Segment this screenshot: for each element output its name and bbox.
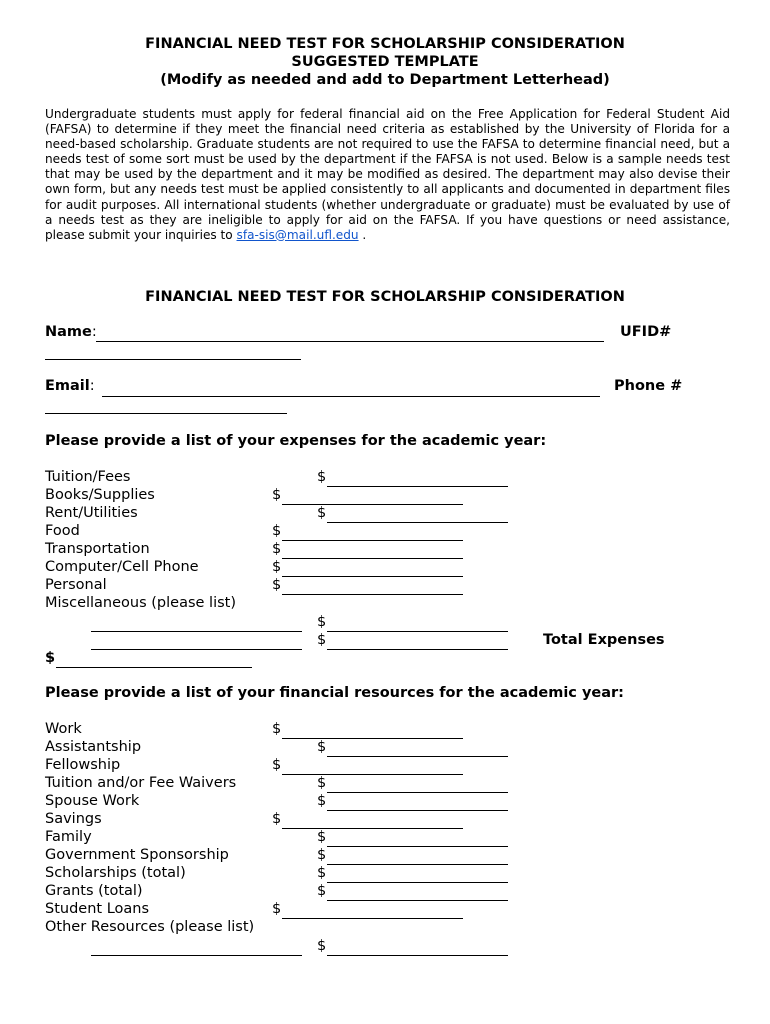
resources-heading: Please provide a list of your financial resources for the academic year: xyxy=(45,685,624,701)
doc-title-line1: FINANCIAL NEED TEST FOR SCHOLARSHIP CONSIDERATION xyxy=(145,36,625,52)
expense-field-transportation[interactable] xyxy=(282,558,463,559)
misc-description-field-2[interactable] xyxy=(91,649,302,650)
currency-symbol: $ xyxy=(317,505,327,521)
resource-label-loans: Student Loans xyxy=(45,901,150,917)
resource-field-work[interactable] xyxy=(282,738,463,739)
currency-symbol: $ xyxy=(317,883,327,899)
currency-symbol: $ xyxy=(272,487,282,503)
misc-description-field-1[interactable] xyxy=(91,631,302,632)
resource-label-family: Family xyxy=(45,829,92,845)
email-link[interactable]: sfa-sis@mail.ufl.edu xyxy=(236,227,359,242)
resource-label-scholarships: Scholarships (total) xyxy=(45,865,186,881)
resource-field-grants[interactable] xyxy=(327,900,508,901)
email-label xyxy=(45,378,95,394)
currency-symbol: $ xyxy=(45,650,56,666)
misc-amount-field-1[interactable] xyxy=(327,631,508,632)
resource-label-assistantship: Assistantship xyxy=(45,739,142,755)
name-field[interactable] xyxy=(96,341,604,342)
resource-field-scholarships[interactable] xyxy=(327,882,508,883)
resource-label-spouse-work: Spouse Work xyxy=(45,793,140,809)
resource-label-government: Government Sponsorship xyxy=(45,847,229,863)
currency-symbol: $ xyxy=(317,865,327,881)
expense-field-rent[interactable] xyxy=(327,522,508,523)
intro-paragraph xyxy=(45,107,730,243)
expense-label-transportation: Transportation xyxy=(45,541,150,557)
expense-label-personal: Personal xyxy=(45,577,107,593)
currency-symbol: $ xyxy=(317,614,327,630)
form-title: FINANCIAL NEED TEST FOR SCHOLARSHIP CONSIDERATION xyxy=(145,289,625,305)
email-field[interactable] xyxy=(102,396,600,397)
currency-symbol: $ xyxy=(272,541,282,557)
expense-field-tuition[interactable] xyxy=(327,486,508,487)
currency-symbol: $ xyxy=(272,721,282,737)
total-expenses-field[interactable] xyxy=(56,667,252,668)
currency-symbol: $ xyxy=(272,901,282,917)
intro-text: Undergraduate students must apply for federal financial aid on the Free Application for Federal Student Aid (FAFSA) to determine if they meet the financial need criteria as established by the University of Florida for a need-based scholarship. Graduate students are not required to use the FAFSA to determine financial need, but a needs test of some sort must be used by the department if the FAFSA is not used. Below is a sample needs test that may be used by the department and it may be modified as desired. The department may also devise their own form, but any needs test must be applied consistently to all applicants and documented in department files for audit purposes. All international students (whether undergraduate or graduate) must be evaluated by use of a needs test as they are ineligible to apply for aid on the FAFSA. If you have questions or need assistance, please submit your inquiries to xyxy=(45,107,730,242)
expense-label-books: Books/Supplies xyxy=(45,487,155,503)
resource-label-other: Other Resources (please list) xyxy=(45,919,255,935)
expense-label-food: Food xyxy=(45,523,80,539)
expenses-heading: Please provide a list of your expenses for the academic year: xyxy=(45,433,547,449)
currency-symbol: $ xyxy=(317,847,327,863)
currency-symbol: $ xyxy=(317,632,327,648)
other-description-field[interactable] xyxy=(91,955,302,956)
resource-field-government[interactable] xyxy=(327,864,508,865)
expense-field-books[interactable] xyxy=(282,504,463,505)
ufid-label: UFID# xyxy=(620,324,672,340)
currency-symbol: $ xyxy=(272,811,282,827)
resource-field-loans[interactable] xyxy=(282,918,463,919)
currency-symbol: $ xyxy=(317,829,327,845)
name-label xyxy=(45,324,97,340)
name-label-text: Name xyxy=(45,324,92,340)
currency-symbol: $ xyxy=(317,793,327,809)
doc-title-line3: (Modify as needed and add to Department Letterhead) xyxy=(160,72,610,88)
resource-label-fellowship: Fellowship xyxy=(45,757,121,773)
currency-symbol: $ xyxy=(317,469,327,485)
expense-field-food[interactable] xyxy=(282,540,463,541)
resource-field-assistantship[interactable] xyxy=(327,756,508,757)
phone-label: Phone # xyxy=(614,378,683,394)
resource-field-spouse-work[interactable] xyxy=(327,810,508,811)
email-label-text: Email xyxy=(45,378,90,394)
currency-symbol: $ xyxy=(317,938,327,954)
currency-symbol: $ xyxy=(272,523,282,539)
resource-field-savings[interactable] xyxy=(282,828,463,829)
expense-label-tuition: Tuition/Fees xyxy=(45,469,131,485)
email-colon: : xyxy=(89,378,95,394)
resource-label-waivers: Tuition and/or Fee Waivers xyxy=(45,775,237,791)
name-colon: : xyxy=(91,324,97,340)
other-amount-field[interactable] xyxy=(327,955,508,956)
resource-field-family[interactable] xyxy=(327,846,508,847)
currency-symbol: $ xyxy=(272,577,282,593)
total-expenses-label: Total Expenses xyxy=(543,632,665,648)
expense-label-rent: Rent/Utilities xyxy=(45,505,138,521)
ufid-field[interactable] xyxy=(45,359,301,360)
intro-suffix: . xyxy=(358,227,367,242)
expense-field-personal[interactable] xyxy=(282,594,463,595)
expense-label-misc: Miscellaneous (please list) xyxy=(45,595,236,611)
expense-field-computer[interactable] xyxy=(282,576,463,577)
doc-title-line2: SUGGESTED TEMPLATE xyxy=(291,54,479,70)
resource-label-savings: Savings xyxy=(45,811,102,827)
currency-symbol: $ xyxy=(272,757,282,773)
misc-amount-field-2[interactable] xyxy=(327,649,508,650)
currency-symbol: $ xyxy=(317,775,327,791)
resource-label-grants: Grants (total) xyxy=(45,883,143,899)
resource-field-fellowship[interactable] xyxy=(282,774,463,775)
resource-label-work: Work xyxy=(45,721,82,737)
phone-field[interactable] xyxy=(45,413,287,414)
resource-field-waivers[interactable] xyxy=(327,792,508,793)
currency-symbol: $ xyxy=(272,559,282,575)
currency-symbol: $ xyxy=(317,739,327,755)
expense-label-computer: Computer/Cell Phone xyxy=(45,559,199,575)
